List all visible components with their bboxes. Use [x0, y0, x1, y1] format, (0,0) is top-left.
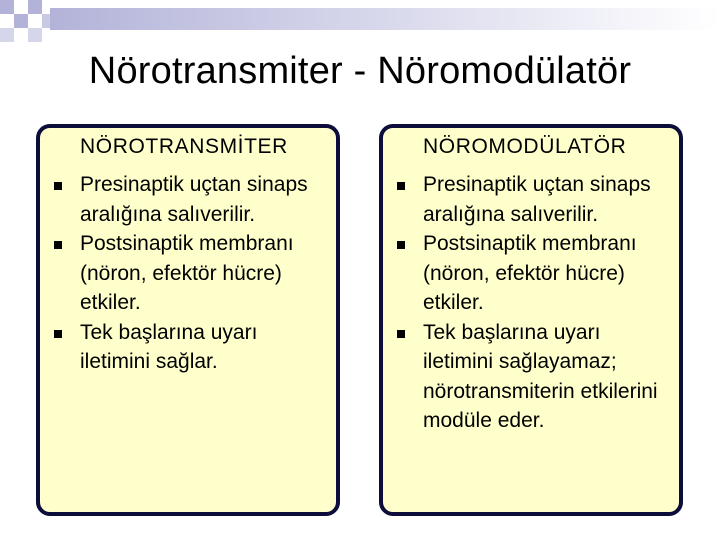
- bullet-item: [42, 318, 327, 377]
- neurotransmitter-bullet-list: [42, 170, 327, 377]
- bullet-text: Postsinaptik membranı (nöron, efektör hücre) etkiler.: [423, 232, 637, 314]
- bullet-item: [385, 170, 675, 229]
- decorative-square: [0, 28, 14, 42]
- bullet-item: [385, 229, 675, 318]
- decorative-gradient-bar: [50, 8, 720, 30]
- bullet-text: Presinaptik uçtan sinaps aralığına salıverilir.: [423, 173, 651, 226]
- decorative-square: [28, 0, 42, 14]
- decorative-square: [28, 28, 42, 42]
- neurotransmitter-heading: NÖROTRANSMİTER: [80, 135, 288, 158]
- square-bullet-icon: [397, 182, 405, 190]
- bullet-text: Tek başlarına uyarı iletimini sağlayamaz; nörotransmiterin etkilerini modüle eder.: [423, 320, 658, 432]
- square-bullet-icon: [54, 330, 62, 338]
- bullet-item: [42, 229, 327, 318]
- bullet-text: Tek başlarına uyarı iletimini sağlar.: [80, 320, 258, 373]
- square-bullet-icon: [397, 330, 405, 338]
- bullet-text: Postsinaptik membranı (nöron, efektör hücre) etkiler.: [80, 232, 294, 314]
- bullet-item: [42, 170, 327, 229]
- decorative-square: [0, 0, 14, 14]
- square-bullet-icon: [54, 182, 62, 190]
- decorative-square: [14, 14, 28, 28]
- neuromodulator-bullet-list: [385, 170, 675, 436]
- bullet-item: [385, 318, 675, 436]
- square-bullet-icon: [54, 241, 62, 249]
- decorative-header-bar: [0, 0, 720, 45]
- bullet-text: Presinaptik uçtan sinaps aralığına salıverilir.: [80, 173, 308, 226]
- square-bullet-icon: [397, 241, 405, 249]
- slide-title: Nörotransmiter - Nöromodülatör: [88, 50, 632, 92]
- neuromodulator-heading: NÖROMODÜLATÖR: [423, 135, 627, 158]
